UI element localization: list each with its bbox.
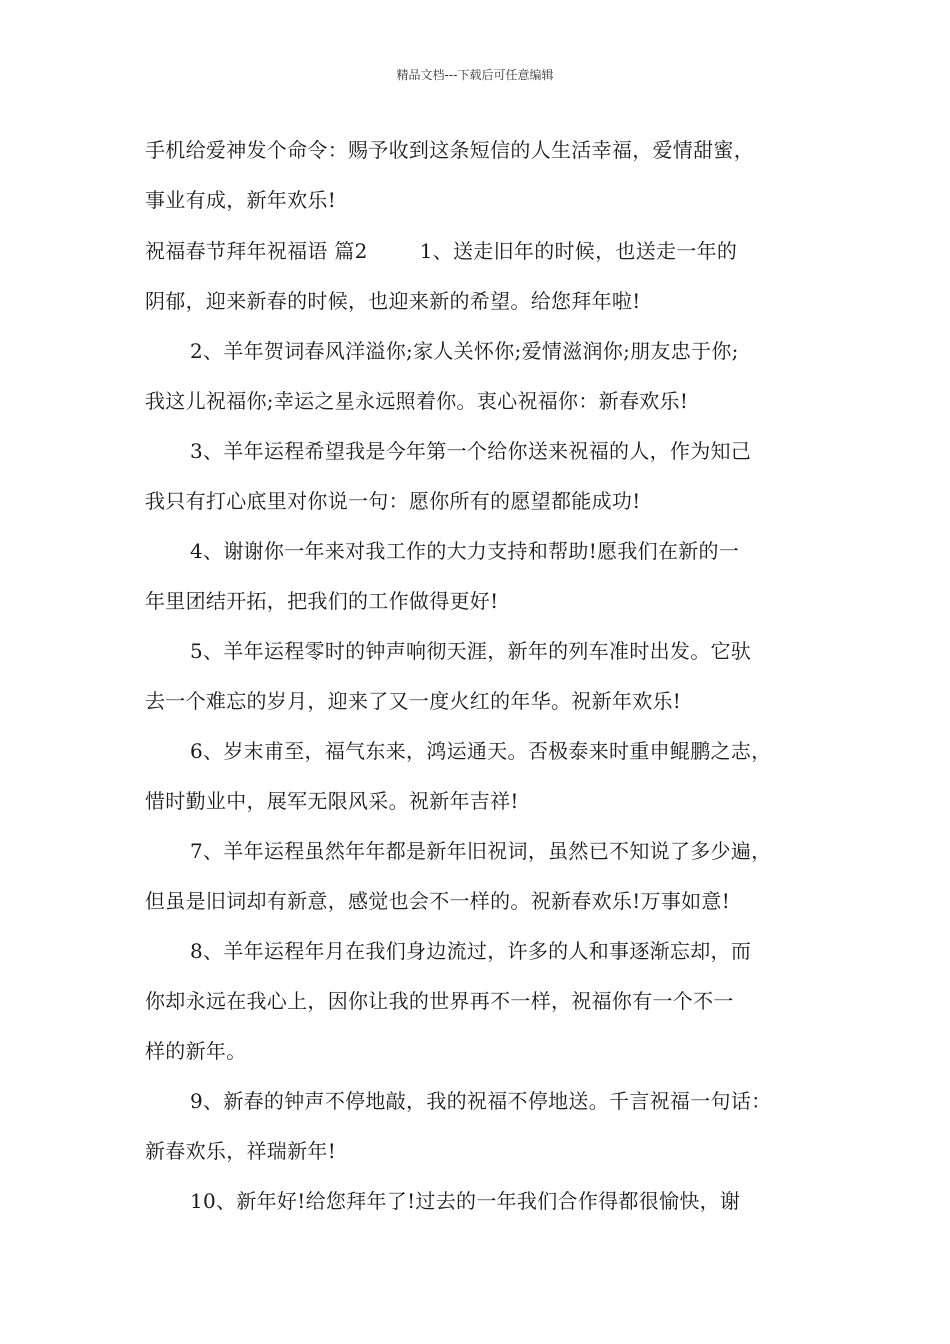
text-line: 10、新年好!给您拜年了!过去的一年我们合作得都很愉快，谢	[190, 1189, 741, 1213]
text-line: 8、羊年运程年月在我们身边流过，许多的人和事逐渐忘却，而	[190, 939, 752, 963]
text-line: 惜时勤业中，展军无限风采。祝新年吉祥!	[145, 789, 519, 813]
text-line: 事业有成，新年欢乐!	[145, 188, 337, 212]
text-line: 4、谢谢你一年来对我工作的大力支持和帮助!愿我们在新的一	[190, 539, 740, 563]
text-line: 3、羊年运程希望我是今年第一个给你送来祝福的人，作为知己	[190, 439, 752, 463]
page-header: 精品文档---下载后可任意编辑	[396, 68, 554, 82]
text-line: 2、羊年贺词春风洋溢你;家人关怀你;爱情滋润你;朋友忠于你;	[190, 339, 739, 363]
text-line: 7、羊年运程虽然年年都是新年旧祝词，虽然已不知说了多少遍，	[190, 839, 772, 863]
text-line: 1、送走旧年的时候，也送走一年的	[419, 239, 738, 263]
section-title: 祝福春节拜年祝福语 篇2	[145, 239, 368, 263]
text-line: 新春欢乐，祥瑞新年!	[145, 1139, 337, 1163]
text-line: 我只有打心底里对你说一句：愿你所有的愿望都能成功!	[145, 489, 641, 513]
text-line: 但虽是旧词却有新意，感觉也会不一样的。祝新春欢乐!万事如意!	[145, 889, 731, 913]
text-line: 去一个难忘的岁月，迎来了又一度火红的年华。祝新年欢乐!	[145, 689, 682, 713]
text-line: 6、岁末甫至，福气东来，鸿运通天。否极泰来时重申鲲鹏之志，	[190, 739, 772, 763]
section-heading-line	[145, 239, 737, 263]
text-line: 你却永远在我心上，因你让我的世界再不一样，祝福你有一个不一	[145, 989, 734, 1013]
text-line: 阴郁，迎来新春的时候，也迎来新的希望。给您拜年啦!	[145, 289, 641, 313]
text-line: 手机给爱神发个命令：赐予收到这条短信的人生活幸福，爱情甜蜜，	[145, 138, 754, 162]
text-line: 我这儿祝福你;幸运之星永远照着你。衷心祝福你：新春欢乐!	[145, 389, 689, 413]
text-line: 5、羊年运程零时的钟声响彻天涯，新年的列车准时出发。它驮	[190, 639, 752, 663]
text-line: 年里团结开拓，把我们的工作做得更好!	[145, 589, 499, 613]
text-line: 样的新年。	[145, 1039, 247, 1063]
text-line: 9、新春的钟声不停地敲，我的祝福不停地送。千言祝福一句话：	[190, 1089, 772, 1113]
